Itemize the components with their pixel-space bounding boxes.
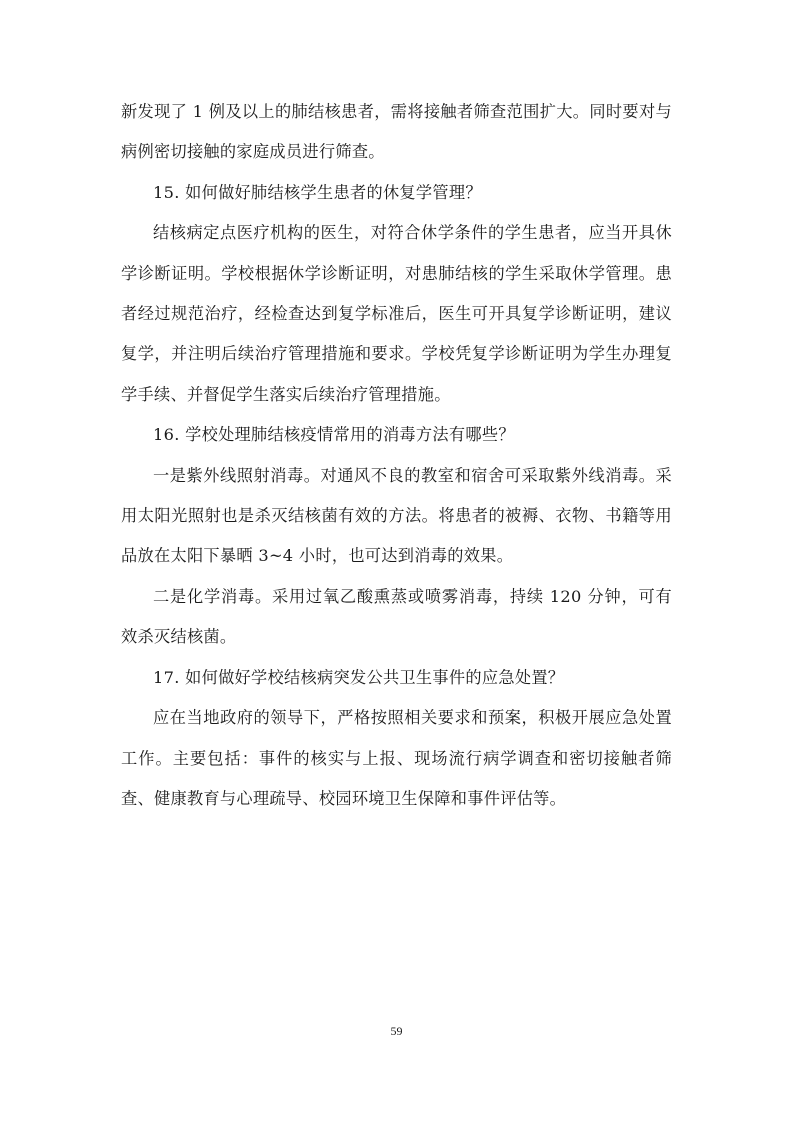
paragraph-continuation: 新发现了 1 例及以上的肺结核患者，需将接触者筛查范围扩大。同时要对与病例密切接触的家庭成员进行筛查。 <box>121 102 672 162</box>
question-heading-17: 17. 如何做好学校结核病突发公共卫生事件的应急处置？ <box>153 667 565 687</box>
answer-paragraph-16-uv: 一是紫外线照射消毒。对通风不良的教室和宿舍可采取紫外线消毒。采用太阳光照射也是杀灭结核菌有效的方法。将患者的被褥、衣物、书籍等用品放在太阳下暴晒 3~4 小时，也可达到消毒的效果。 <box>121 465 672 566</box>
answer-paragraph-15: 结核病定点医疗机构的医生，对符合休学条件的学生患者，应当开具休学诊断证明。学校根据休学诊断证明，对患肺结核的学生采取休学管理。患者经过规范治疗，经检查达到复学标准后，医生可开具复学诊断证明，建议复学，并注明后续治疗管理措施和要求。学校凭复学诊断证明为学生办理复学手续、并督促学生落实后续治疗管理措施。 <box>121 223 672 404</box>
answer-paragraph-16-chemical: 二是化学消毒。采用过氧乙酸熏蒸或喷雾消毒，持续 120 分钟，可有效杀灭结核菌。 <box>121 586 672 647</box>
question-heading-16: 16. 学校处理肺结核疫情常用的消毒方法有哪些？ <box>153 425 515 445</box>
page-number: 59 <box>390 1024 403 1038</box>
document-body <box>121 92 672 819</box>
question-heading-15: 15. 如何做好肺结核学生患者的休复学管理？ <box>153 182 482 202</box>
answer-paragraph-17: 应在当地政府的领导下，严格按照相关要求和预案，积极开展应急处置工作。主要包括：事件的核实与上报、现场流行病学调查和密切接触者筛查、健康教育与心理疏导、校园环境卫生保障和事件评估等。 <box>121 708 672 808</box>
